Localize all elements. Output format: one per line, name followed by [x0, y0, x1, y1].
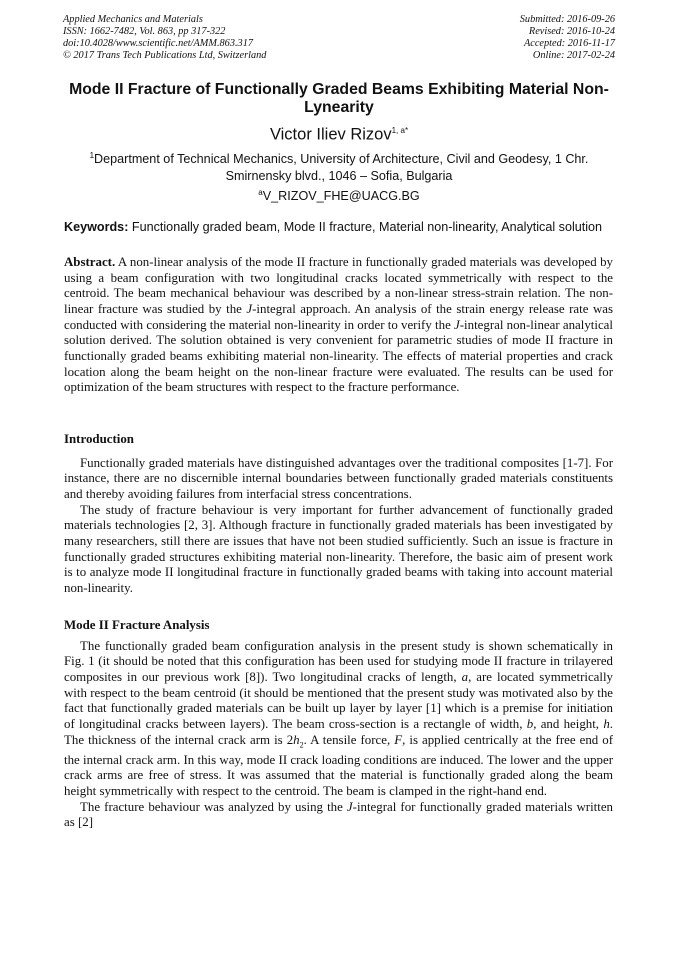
introduction-paragraph	[64, 503, 613, 597]
italic-symbol: J	[246, 301, 253, 316]
mode2-paragraph	[64, 800, 613, 831]
text-run: The functionally graded beam configuration analysis in the present study is shown schematically in Fig. 1 (it should be noted that this configuration has been used for studying mode II fracture in trilayered composites in our previous work [8]). Two longitudinal cracks of length,	[64, 638, 613, 684]
italic-symbol: J	[454, 317, 460, 332]
introduction-section	[64, 432, 613, 597]
email-address[interactable]: V_RIZOV_FHE@UACG.BG	[262, 189, 420, 204]
online-date: Online: 2017-02-24	[532, 50, 615, 61]
affiliation	[64, 148, 614, 184]
keywords	[64, 219, 624, 235]
dates-info	[520, 14, 615, 62]
mode2-section	[64, 618, 613, 831]
submitted-date: Submitted: 2016-09-26	[519, 14, 615, 25]
text-run: , are located symmetrically with respect to the beam centroid (it should be mentioned that the present study was motivated also by the fact that functionally graded materials can be built up layer by layer [1] which is a premise for initiation of longitudinal cracks between layers). The beam cross-section is a rectangle of width,	[64, 669, 613, 731]
abstract	[64, 255, 613, 396]
revised-date: Revised: 2016-10-24	[528, 26, 615, 37]
abstract-text	[64, 255, 613, 394]
author-name: Victor Iliev Rizov	[269, 125, 392, 144]
subscript: 2	[299, 740, 304, 750]
journal-name: Applied Mechanics and Materials	[63, 14, 203, 25]
introduction-heading: Introduction	[64, 432, 134, 446]
author	[0, 121, 678, 145]
text-run: The study of fracture behaviour is very important for further advancement of functionally graded materials technologies [2, 3]. Although fracture in functionally graded materials has been investigated by many researchers, still there are issues that have not been studied sufficiently. Such an issue is fracture in functionally graded structures exhibiting material non-linearity. Therefore, the basic aim of present work is to analyze mode II longitudinal fracture in functionally graded beams with taking into account material non-linearity.	[64, 502, 613, 595]
italic-symbol: F	[394, 732, 403, 747]
email-sup: a	[258, 188, 263, 197]
mode2-paragraph	[64, 639, 613, 800]
copyright: © 2017 Trans Tech Publications Ltd, Switzerland	[63, 50, 267, 61]
italic-symbol: h	[603, 716, 610, 731]
italic-symbol: h	[293, 732, 300, 747]
journal-info	[63, 14, 266, 62]
italic-symbol: b	[526, 716, 534, 731]
affiliation-sup: 1	[89, 151, 95, 160]
text-run: -integral approach. An analysis of the strain energy release rate was conducted with considering the material non-linearity in order to verify the	[64, 301, 614, 332]
abstract-label: Abstract.	[64, 255, 116, 269]
text-run: A non-linear analysis of the mode II fracture in functionally graded materials was developed by using a beam configuration with two longitudinal cracks located symmetrically with respect to the centroid. The beam mechanical behaviour was described by a non-linear stress-strain relation. The non-linear fracture was studied by the	[64, 255, 613, 316]
introduction-paragraph	[64, 456, 613, 503]
doi[interactable]: doi:10.4028/www.scientific.net/AMM.863.317	[63, 38, 253, 49]
text-run: , and height,	[533, 716, 604, 731]
abstract-paragraph	[64, 255, 613, 396]
text-run: -integral non-linear analytical solution derived. The solution obtained is very convenient for parametric studies of mode II fracture in functionally graded beams exhibiting material non-linearity. The effects of material properties and crack location along the beam height on the non-linear fracture were evaluated. The results can be used for optimization of the beam structures with respect to the fracture performance.	[64, 317, 613, 395]
text-run: The fracture behaviour was analyzed by using the	[80, 799, 347, 814]
keywords-text: Functionally graded beam, Mode II fracture, Material non-linearity, Analytical solution	[128, 220, 603, 234]
italic-symbol: J	[346, 799, 353, 814]
keywords-label: Keywords:	[64, 220, 129, 234]
mode2-heading: Mode II Fracture Analysis	[64, 618, 210, 632]
text-run: . A tensile force,	[303, 732, 395, 747]
text-run: . The thickness of the internal crack arm is 2	[64, 716, 613, 747]
text-run: -integral for functionally graded materials written as [2]	[64, 799, 613, 830]
affiliation-text: Department of Technical Mechanics, University of Architecture, Civil and Geodesy, 1 Chr. Smirnensky blvd., 1046 – Sofia, Bulgaria	[94, 152, 589, 183]
accepted-date: Accepted: 2016-11-17	[523, 38, 615, 49]
text-run: , is applied centrically at the free end of the internal crack arm. In this way, mode II crack loading conditions are induced. The lower and the upper crack arms are free of stress. It was assumed that the material is functionally graded along the beam height symmetrically with respect to the centroid. The beam is clamped in the right-hand end.	[64, 732, 613, 799]
email	[0, 185, 678, 204]
author-sup: 1, a*	[391, 126, 409, 135]
italic-symbol: a	[461, 669, 469, 684]
text-run: Functionally graded materials have distinguished advantages over the traditional composites [1-7]. For instance, there are no discernible internal boundaries between functionally graded materials constituents and thereby avoiding failures from interfacial stress concentrations.	[64, 455, 613, 501]
issn: ISSN: 1662-7482, Vol. 863, pp 317-322	[63, 26, 226, 37]
paper-title: Mode II Fracture of Functionally Graded Beams Exhibiting Material Non-Lynearity	[69, 81, 609, 116]
